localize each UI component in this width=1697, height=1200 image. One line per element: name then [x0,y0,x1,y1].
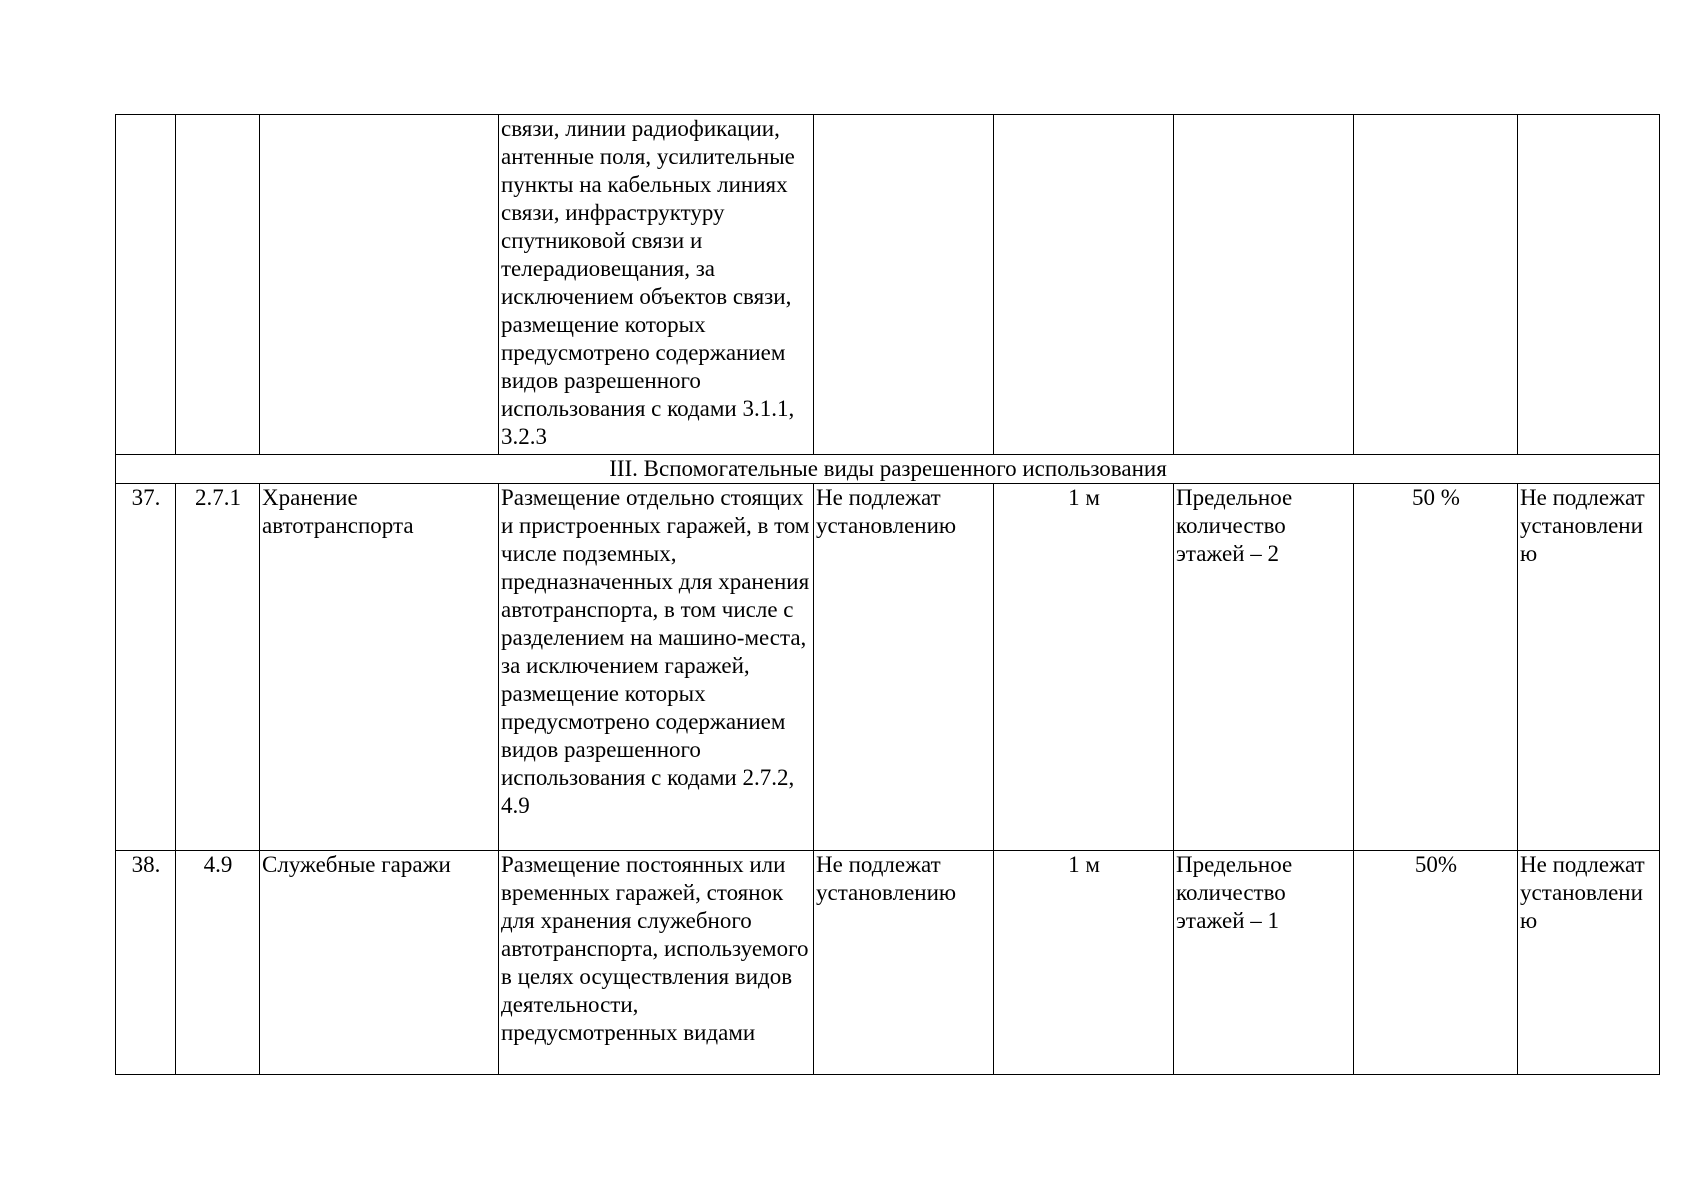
continuation-row [116,115,1660,455]
row-other: Не подлежат установлени ю [1518,484,1660,851]
row-code: 4.9 [176,851,260,1075]
name-cell [260,115,499,455]
row-other: Не подлежат установлени ю [1518,851,1660,1075]
setback-cell [994,115,1174,455]
code-cell [176,115,260,455]
row-floors: Предельное количество этажей – 2 [1174,484,1354,851]
land-use-regulations-table [115,114,1660,1075]
row-number: 38. [116,851,176,1075]
row-coverage: 50 % [1354,484,1518,851]
row-code: 2.7.1 [176,484,260,851]
number-cell [116,115,176,455]
row-coverage: 50% [1354,851,1518,1075]
row-description: Размещение постоянных или временных гаражей, стоянок для хранения служебного автотранспорта, используемого в целях осуществления видов деятельности, предусмотренных видами [499,851,814,1075]
row-description: Размещение отдельно стоящих и пристроенных гаражей, в том числе подземных, предназначенных для хранения автотранспорта, в том числе с разделением на машино-места, за исключением гаражей, размещение которых предусмотрено содержанием видов разрешенного использования с кодами 2.7.2, 4.9 [499,484,814,851]
row-setback: 1 м [994,851,1174,1075]
description-text: связи, линии радиофикации, антенные поля, усилительные пункты на кабельных линиях связи, инфраструктуру спутниковой связи и телерадиовещания, за исключением объектов связи, размещение которых предусмотрено содержанием видов разрешенного использования с кодами 3.1.1, 3.2.3 [501,116,795,449]
row-min-area: Не подлежат установлению [814,851,994,1075]
row-name: Хранение автотранспорта [260,484,499,851]
table-row [116,851,1660,1075]
section-heading: III. Вспомогательные виды разрешенного использования [116,455,1660,484]
floors-cell [1174,115,1354,455]
description-cell [499,115,814,455]
min-area-cell [814,115,994,455]
row-min-area: Не подлежат установлению [814,484,994,851]
section-heading-row [116,455,1660,484]
row-number: 37. [116,484,176,851]
table-row [116,484,1660,851]
row-setback: 1 м [994,484,1174,851]
other-cell [1518,115,1660,455]
row-name: Служебные гаражи [260,851,499,1075]
row-floors: Предельное количество этажей – 1 [1174,851,1354,1075]
coverage-cell [1354,115,1518,455]
